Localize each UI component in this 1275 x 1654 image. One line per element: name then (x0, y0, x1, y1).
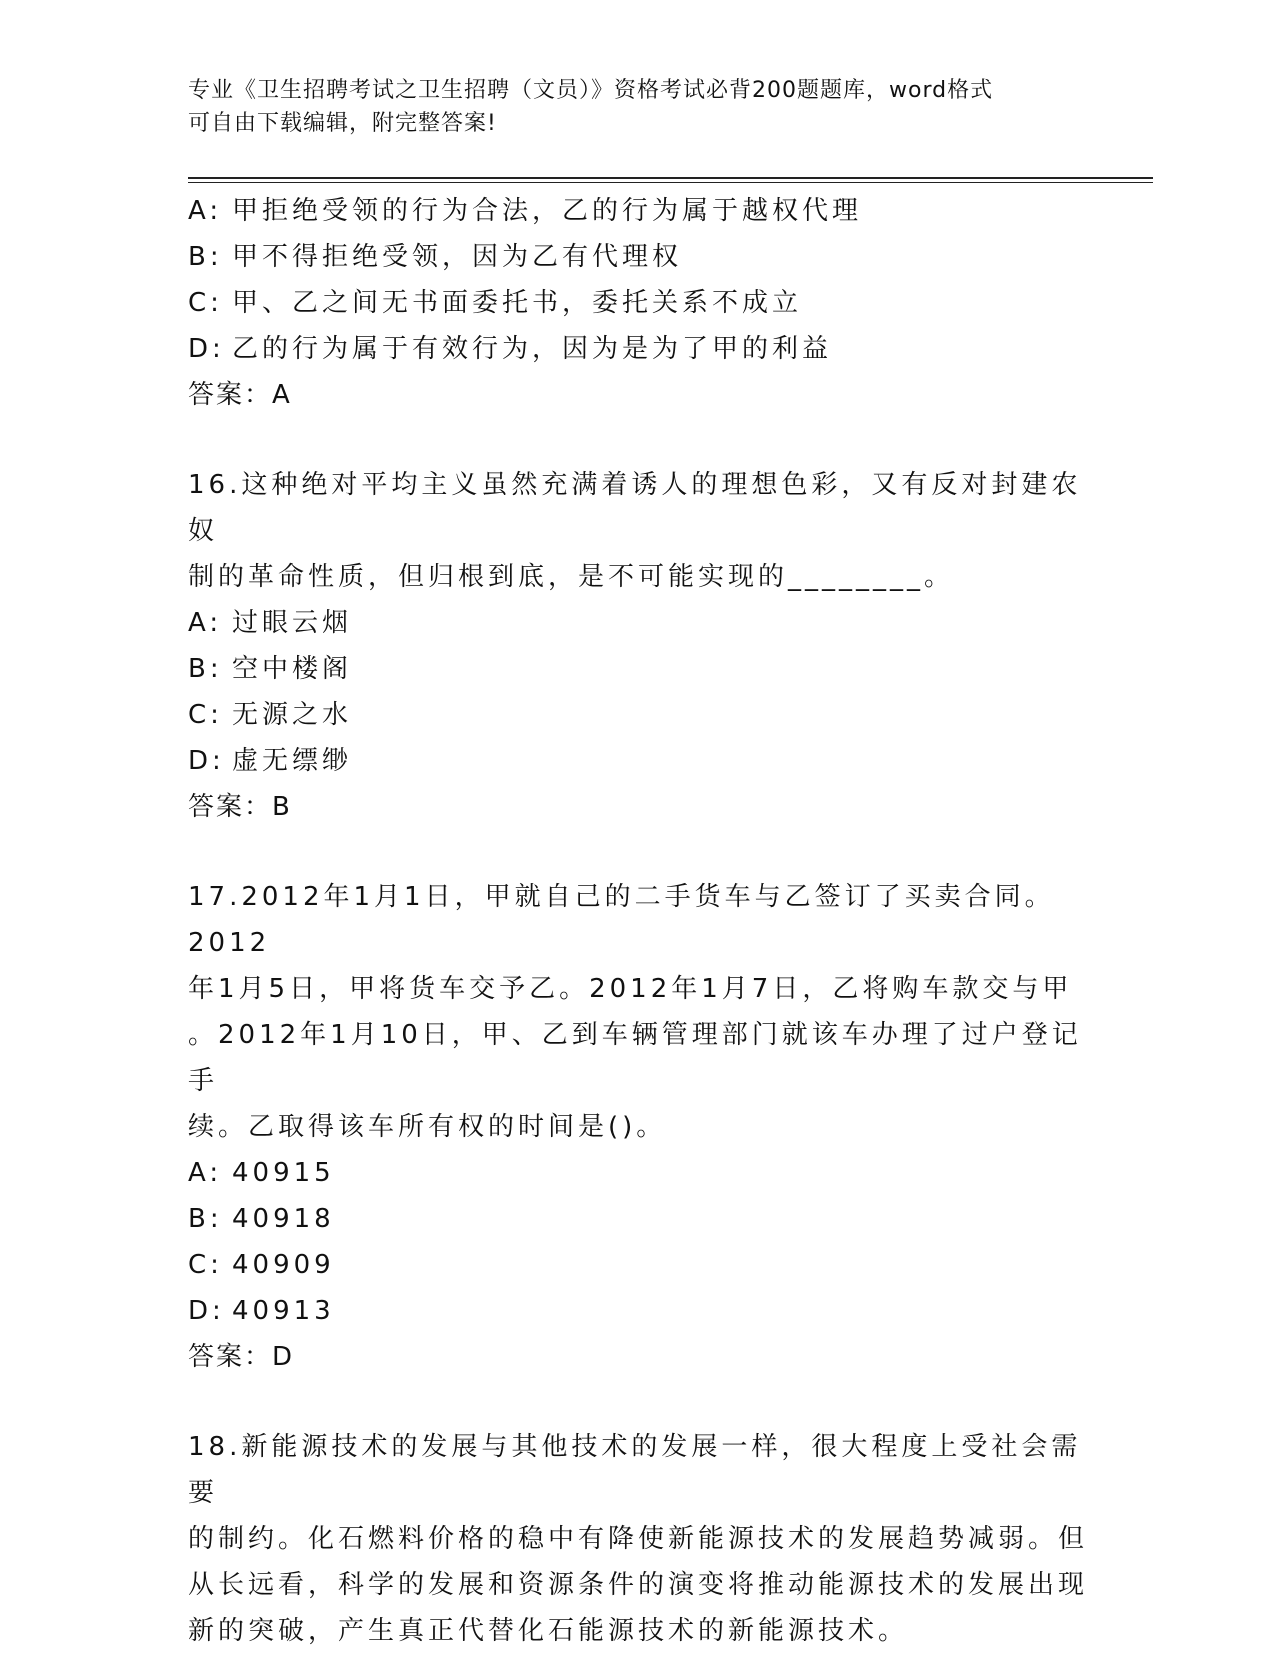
option-text: 乙的行为属于有效行为，因为是为了甲的利益 (232, 334, 833, 364)
option-letter: B: (188, 242, 223, 272)
option-b (188, 1196, 1093, 1242)
answer-line: 答案：A (188, 380, 292, 410)
option-d (188, 738, 1093, 784)
question-stem-line: 年1月5日，甲将货车交予乙。2012年1月7日，乙将购车款交与甲 (188, 974, 1073, 1004)
question-stem-line: 。2012年1月10日，甲、乙到车辆管理部门就该车办理了过户登记手 (188, 1020, 1082, 1096)
option-text: 过眼云烟 (232, 608, 353, 638)
header-line-1: 专业《卫生招聘考试之卫生招聘（文员）》资格考试必背200题题库，word格式 (188, 78, 994, 103)
option-c (188, 692, 1093, 738)
option-letter: C: (188, 288, 223, 318)
header-divider-thick (188, 177, 1153, 179)
option-letter: B: (188, 654, 223, 684)
question-stem-line: 续。乙取得该车所有权的时间是()。 (188, 1112, 667, 1142)
option-a (188, 1150, 1093, 1196)
question-stem-line: 新的突破，产生真正代替化石能源技术的新能源技术。 (188, 1616, 909, 1646)
question-18 (188, 1424, 1093, 1654)
question-15 (188, 188, 1093, 418)
option-b (188, 646, 1093, 692)
question-stem-line: 的制约。化石燃料价格的稳中有降使新能源技术的发展趋势减弱。但 (188, 1524, 1089, 1554)
option-text: 40913 (232, 1296, 335, 1326)
option-a (188, 600, 1093, 646)
option-text: 甲、乙之间无书面委托书，委托关系不成立 (232, 288, 803, 318)
option-letter: C: (188, 700, 223, 730)
question-stem-line: 16.这种绝对平均主义虽然充满着诱人的理想色彩，又有反对封建农奴 (188, 470, 1082, 546)
option-text: 无源之水 (232, 700, 353, 730)
option-letter: D: (188, 746, 225, 776)
option-d (188, 326, 1093, 372)
option-letter: C: (188, 1250, 223, 1280)
option-letter: A: (188, 1158, 223, 1188)
option-b (188, 234, 1093, 280)
question-stem-line: 制的革命性质，但归根到底，是不可能实现的________。 (188, 562, 955, 592)
option-text: 40909 (232, 1250, 335, 1280)
option-letter: A: (188, 608, 223, 638)
option-letter: B: (188, 1204, 223, 1234)
option-c (188, 1242, 1093, 1288)
option-text: 虚无缥缈 (232, 746, 353, 776)
option-letter: D: (188, 334, 225, 364)
question-16 (188, 462, 1093, 830)
question-content (188, 188, 1093, 1654)
option-c (188, 280, 1093, 326)
option-text: 甲拒绝受领的行为合法，乙的行为属于越权代理 (232, 196, 863, 226)
option-a (188, 188, 1093, 234)
question-stem-line: 17.2012年1月1日，甲就自己的二手货车与乙签订了买卖合同。2012 (188, 882, 1055, 958)
answer-line: 答案：B (188, 792, 292, 822)
option-letter: A: (188, 196, 223, 226)
option-letter: D: (188, 1296, 225, 1326)
header-line-2: 可自由下载编辑，附完整答案! (188, 111, 497, 136)
question-stem-line: 从长远看，科学的发展和资源条件的演变将推动能源技术的发展出现 (188, 1570, 1089, 1600)
option-text: 甲不得拒绝受领，因为乙有代理权 (232, 242, 683, 272)
document-header (188, 74, 1088, 140)
option-text: 40915 (232, 1158, 335, 1188)
header-divider-thin (188, 182, 1153, 183)
option-d (188, 1288, 1093, 1334)
option-text: 空中楼阁 (232, 654, 353, 684)
question-17 (188, 874, 1093, 1380)
answer-line: 答案：D (188, 1342, 295, 1372)
option-text: 40918 (232, 1204, 335, 1234)
question-stem-line: 18.新能源技术的发展与其他技术的发展一样，很大程度上受社会需要 (188, 1432, 1082, 1508)
